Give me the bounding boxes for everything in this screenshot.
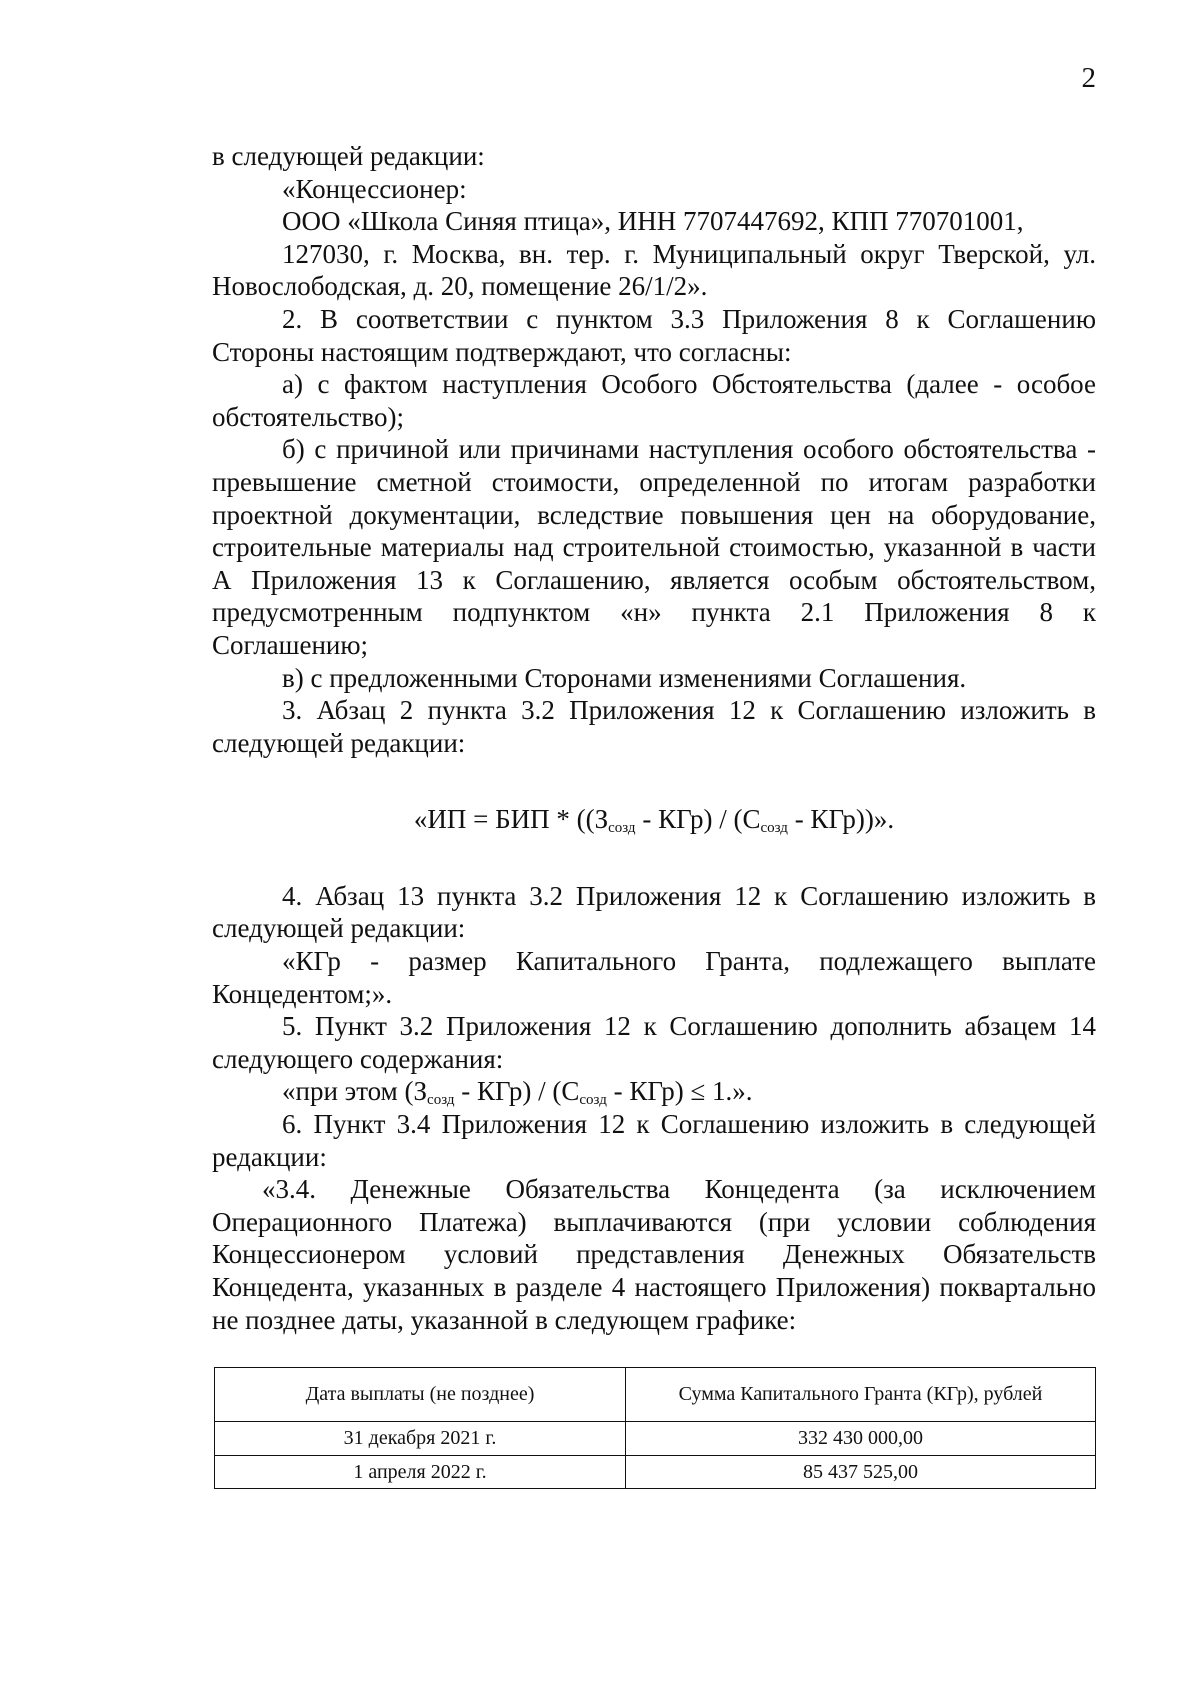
header-payment-date: Дата выплаты (не позднее) bbox=[215, 1368, 626, 1422]
condition-part-3: - КГр) ≤ 1.». bbox=[606, 1076, 753, 1107]
condition-formula bbox=[212, 1075, 1096, 1108]
formula-subscript-2: созд bbox=[760, 820, 788, 837]
paragraph-concessionaire-label: «Концессионер: bbox=[282, 173, 467, 204]
paragraph-item-2: 2. В соответствии с пунктом 3.3 Приложения 8 к Соглашению Стороны настоящим подтверждают, что согласны: bbox=[212, 303, 1096, 367]
cell-payment-date: 1 апреля 2022 г. bbox=[215, 1455, 626, 1489]
formula-ip bbox=[212, 803, 1096, 836]
condition-subscript-2: созд bbox=[579, 1092, 607, 1109]
formula-part-1: «ИП = БИП * ((З bbox=[413, 804, 609, 835]
table-row bbox=[215, 1455, 1096, 1489]
document-body bbox=[212, 140, 1096, 1489]
header-grant-amount: Сумма Капитального Гранта (КГр), рублей bbox=[626, 1368, 1096, 1422]
payment-schedule-table bbox=[214, 1367, 1096, 1489]
paragraph-clause-3-4: «3.4. Денежные Обязательства Концедента (за исключением Операционного Платежа) выплачиваются (при условии соблюдения Концессионером условий представления Денежных Обязательств Концедента, указанных в разделе 4 настоящего Приложения) поквартально не позднее даты, указанной в следующем графике: bbox=[212, 1174, 1096, 1335]
paragraph-kgr-definition: «КГр - размер Капитального Гранта, подлежащего выплате Концедентом;». bbox=[212, 946, 1096, 1009]
formula-subscript-1: созд bbox=[608, 820, 636, 837]
paragraph-item-2b: б) с причиной или причинами наступления особого обстоятельства - превышение сметной стоимости, определенной по итогам разработки проектной документации, вследствие повышения цен на оборудование, строительные материалы над строительной стоимостью, указанной в части А Приложения 13 к Соглашению, является особым обстоятельством, предусмотренным подпунктом «н» пункта 2.1 Приложения 8 к Соглашению; bbox=[212, 434, 1096, 660]
paragraph-item-3: 3. Абзац 2 пункта 3.2 Приложения 12 к Соглашению изложить в следующей редакции: bbox=[212, 695, 1096, 758]
paragraph-company-details: ООО «Школа Синяя птица», ИНН 7707447692, КПП 770701001, bbox=[282, 206, 1024, 237]
page-number: 2 bbox=[1081, 62, 1096, 94]
paragraph-item-5: 5. Пункт 3.2 Приложения 12 к Соглашению дополнить абзацем 14 следующего содержания: bbox=[212, 1011, 1096, 1074]
formula-part-2: - КГр) / (С bbox=[635, 804, 761, 835]
paragraph-item-4: 4. Абзац 13 пункта 3.2 Приложения 12 к Соглашению изложить в следующей редакции: bbox=[212, 880, 1096, 944]
paragraph-item-6: 6. Пункт 3.4 Приложения 12 к Соглашению изложить в следующей редакции: bbox=[212, 1109, 1096, 1172]
table-header-row bbox=[215, 1368, 1096, 1422]
condition-part-1: «при этом (З bbox=[282, 1076, 428, 1107]
formula-part-3: - КГр))». bbox=[787, 804, 895, 835]
paragraph-edition-intro: в следующей редакции: bbox=[212, 141, 485, 171]
cell-grant-amount: 85 437 525,00 bbox=[626, 1455, 1096, 1489]
cell-grant-amount: 332 430 000,00 bbox=[626, 1422, 1096, 1456]
condition-part-2: - КГр) / (С bbox=[454, 1076, 580, 1107]
table-row bbox=[215, 1422, 1096, 1456]
condition-subscript-1: созд bbox=[427, 1092, 455, 1109]
paragraph-item-2a: а) с фактом наступления Особого Обстоятельства (далее - особое обстоятельство); bbox=[212, 369, 1096, 432]
paragraph-company-address: 127030, г. Москва, вн. тер. г. Муниципальный округ Тверской, ул. Новослободская, д. 20, помещение 26/1/2». bbox=[212, 238, 1096, 302]
cell-payment-date: 31 декабря 2021 г. bbox=[215, 1422, 626, 1456]
paragraph-item-2c: в) с предложенными Сторонами изменениями Соглашения. bbox=[282, 662, 967, 693]
